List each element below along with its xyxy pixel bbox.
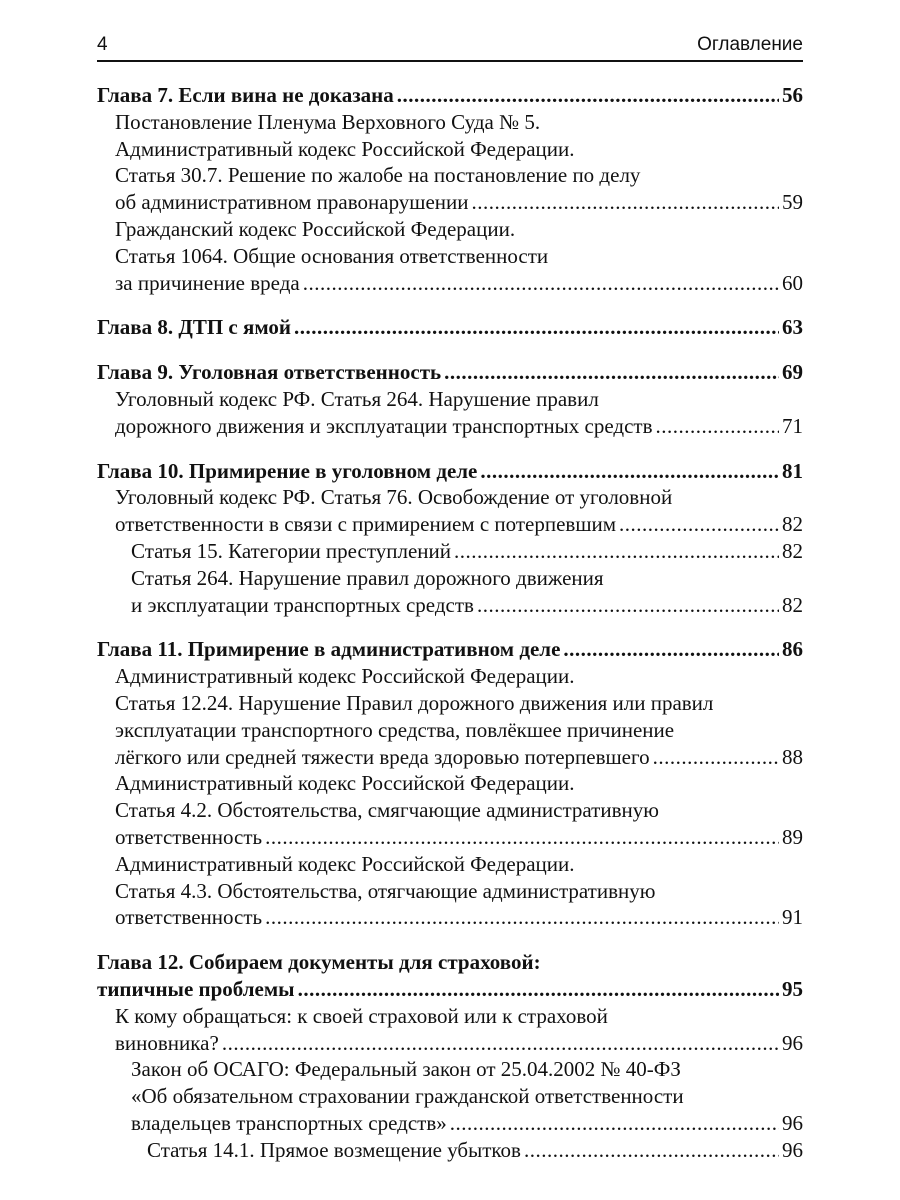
entry-text: ответственности в связи с примирением с потерпевшим	[115, 512, 617, 537]
chapter-heading[interactable]	[97, 359, 803, 386]
toc-chapter	[97, 359, 803, 439]
entry-text-line: Статья 4.3. Обстоятельства, отягчающие административную	[115, 878, 656, 903]
toc-entry[interactable]	[97, 538, 803, 565]
chapter-title-line	[97, 636, 803, 663]
chapter-title-line: Глава 12. Собираем документы для страховой:	[97, 950, 541, 975]
chapter-title-text: Глава 10. Примирение в уголовном деле	[97, 458, 478, 483]
toc-entry[interactable]	[97, 851, 803, 931]
entry-text-line: Статья 30.7. Решение по жалобе на постановление по делу	[115, 163, 641, 188]
chapter-title-line	[97, 359, 803, 386]
entry-page: 60	[782, 270, 803, 295]
dot-leader	[653, 744, 779, 771]
entry-text-line: Статья 4.2. Обстоятельства, смягчающие административную	[115, 798, 659, 823]
entry-page: 59	[782, 190, 803, 215]
dot-leader	[472, 189, 779, 216]
toc-entry[interactable]	[97, 663, 803, 770]
toc-entry[interactable]	[97, 1003, 803, 1057]
chapter-heading[interactable]	[97, 949, 803, 1003]
dot-leader	[298, 976, 779, 1003]
chapter-title-page: 69	[782, 360, 803, 385]
chapter-heading[interactable]	[97, 458, 803, 485]
entry-text: виновника?	[115, 1030, 219, 1055]
entry-page: 96	[782, 1030, 803, 1055]
chapter-title-page: 63	[782, 315, 803, 340]
toc-chapter	[97, 458, 803, 619]
entry-line	[147, 1137, 803, 1164]
entry-line	[115, 824, 803, 851]
chapter-title-text: Глава 9. Уголовная ответственность	[97, 360, 442, 385]
entry-page: 91	[782, 905, 803, 930]
entry-page: 88	[782, 744, 803, 769]
toc-entry[interactable]	[97, 484, 803, 538]
entry-line	[115, 511, 803, 538]
entry-line	[115, 189, 803, 216]
entry-text-line: Административный кодекс Российской Федерации.	[115, 851, 575, 876]
page-number: 4	[97, 34, 108, 55]
dot-leader	[294, 314, 779, 341]
entry-line	[131, 592, 803, 619]
dot-leader	[477, 592, 779, 619]
entry-text: Статья 15. Категории преступлений	[131, 538, 451, 563]
dot-leader	[454, 538, 779, 565]
chapter-title-line	[97, 976, 803, 1003]
toc-entry[interactable]	[97, 770, 803, 850]
entry-text: за причинение вреда	[115, 270, 300, 295]
toc-entry[interactable]	[97, 386, 803, 440]
entry-text-line: Административный кодекс Российской Федерации.	[115, 771, 575, 796]
chapter-title-text: Глава 11. Примирение в административном деле	[97, 637, 561, 662]
entry-text: ответственность	[115, 905, 263, 930]
dot-leader	[397, 82, 779, 109]
entry-page: 89	[782, 824, 803, 849]
chapter-title-page: 81	[782, 458, 803, 483]
toc-entry[interactable]	[97, 109, 803, 216]
dot-leader	[563, 636, 779, 663]
entry-text-line: Закон об ОСАГО: Федеральный закон от 25.04.2002 № 40-ФЗ	[131, 1057, 681, 1082]
entry-line	[115, 744, 803, 771]
dot-leader	[655, 413, 779, 440]
chapter-title-text: Глава 8. ДТП с ямой	[97, 315, 291, 340]
entry-text: и эксплуатации транспортных средств	[131, 592, 474, 617]
chapter-title-text: типичные проблемы	[97, 976, 295, 1001]
entry-text-line: Статья 12.24. Нарушение Правил дорожного движения или правил	[115, 690, 714, 715]
dot-leader	[265, 824, 779, 851]
toc-entry[interactable]	[97, 216, 803, 296]
dot-leader	[450, 1110, 779, 1137]
entry-text-line: Уголовный кодекс РФ. Статья 76. Освобождение от уголовной	[115, 485, 673, 510]
chapter-title-text: Глава 7. Если вина не доказана	[97, 83, 394, 107]
entry-line	[131, 1110, 803, 1137]
entry-text-line: К кому обращаться: к своей страховой или к страховой	[115, 1003, 608, 1028]
toc-chapter	[97, 82, 803, 296]
entry-text-line: эксплуатации транспортного средства, повлёкшее причинение	[115, 717, 675, 742]
entry-text-line: Статья 264. Нарушение правил дорожного движения	[131, 565, 604, 590]
toc-chapter	[97, 314, 803, 341]
running-header	[97, 32, 803, 62]
dot-leader	[524, 1137, 779, 1164]
entry-text: Статья 14.1. Прямое возмещение убытков	[147, 1137, 521, 1162]
dot-leader	[303, 270, 779, 297]
entry-text-line: Административный кодекс Российской Федерации.	[115, 664, 575, 689]
chapter-heading[interactable]	[97, 636, 803, 663]
entry-text-line: Статья 1064. Общие основания ответственности	[115, 243, 549, 268]
chapter-heading[interactable]	[97, 82, 803, 109]
entry-line	[115, 270, 803, 297]
entry-line	[115, 1030, 803, 1057]
table-of-contents	[97, 82, 803, 1181]
toc-chapter	[97, 949, 803, 1163]
entry-line	[115, 413, 803, 440]
entry-text-line: Постановление Пленума Верховного Суда № 5.	[115, 109, 541, 134]
entry-text: об административном правонарушении	[115, 190, 469, 215]
entry-page: 82	[782, 592, 803, 617]
toc-entry[interactable]	[97, 565, 803, 619]
running-title: Оглавление	[697, 34, 803, 55]
entry-text-line: Гражданский кодекс Российской Федерации.	[115, 216, 516, 241]
chapter-heading[interactable]	[97, 314, 803, 341]
entry-page: 96	[782, 1137, 803, 1162]
entry-text: дорожного движения и эксплуатации транспортных средств	[115, 413, 653, 438]
entry-line	[115, 904, 803, 931]
chapter-title-page: 56	[782, 83, 803, 107]
toc-entry[interactable]	[97, 1056, 803, 1136]
chapter-title-line	[97, 458, 803, 485]
entry-text-line: «Об обязательном страховании гражданской ответственности	[131, 1084, 684, 1109]
entry-page: 71	[782, 413, 803, 438]
entry-line	[131, 538, 803, 565]
entry-text-line: Уголовный кодекс РФ. Статья 264. Нарушение правил	[115, 386, 599, 411]
toc-chapter	[97, 636, 803, 931]
dot-leader	[480, 458, 779, 485]
dot-leader	[265, 904, 779, 931]
dot-leader	[619, 511, 779, 538]
entry-text: ответственность	[115, 824, 263, 849]
chapter-title-page: 86	[782, 637, 803, 662]
chapter-title-page: 95	[782, 976, 803, 1001]
entry-text-line: Административный кодекс Российской Федерации.	[115, 136, 575, 161]
toc-entry[interactable]	[97, 1137, 803, 1164]
dot-leader	[444, 359, 779, 386]
entry-page: 82	[782, 538, 803, 563]
chapter-title-line	[97, 82, 803, 109]
dot-leader	[222, 1030, 779, 1057]
chapter-title-line	[97, 314, 803, 341]
entry-page: 82	[782, 512, 803, 537]
entry-text: лёгкого или средней тяжести вреда здоровью потерпевшего	[115, 744, 650, 769]
entry-page: 96	[782, 1110, 803, 1135]
entry-text: владельцев транспортных средств»	[131, 1110, 447, 1135]
